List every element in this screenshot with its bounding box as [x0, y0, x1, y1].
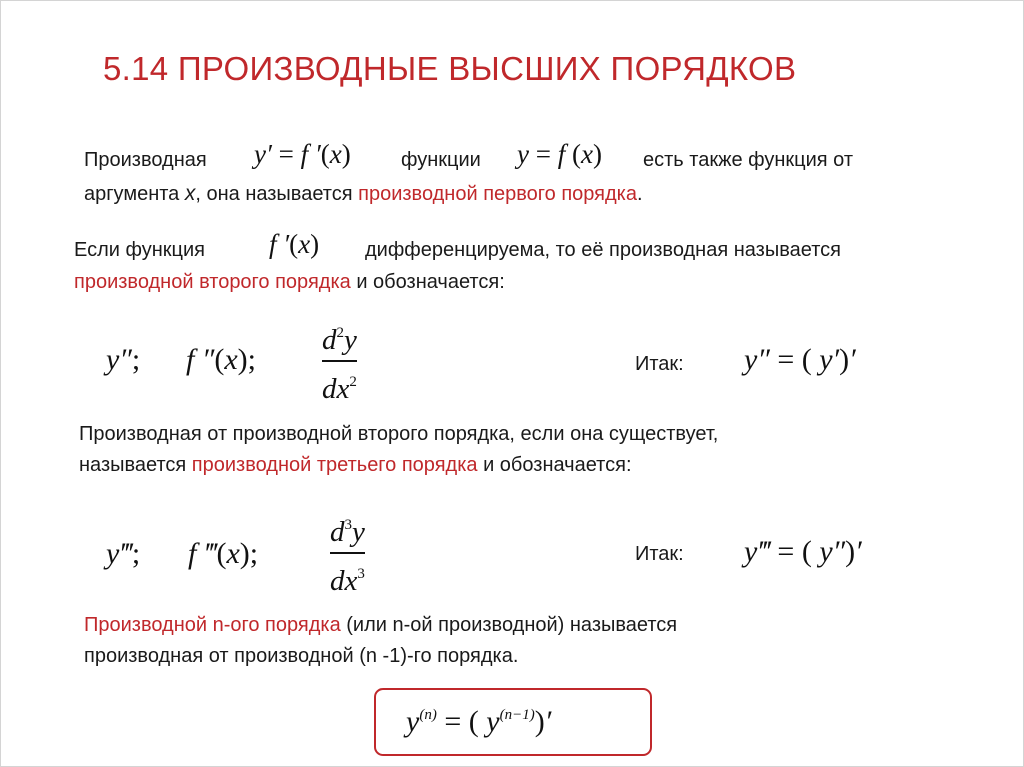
frac2-d: d	[322, 324, 337, 356]
nth-sup-n: (n)	[419, 707, 437, 723]
notation-f-triple-prime: f ‴(x);	[188, 537, 259, 570]
nth-y: y	[406, 705, 420, 738]
formula-f-prime: f ′(x)	[269, 229, 320, 259]
p2-text-notation: и обозначается:	[350, 271, 505, 293]
p3-line1: Производная от производной второго порядка, если она существует,	[79, 423, 719, 445]
frac3-exp-num: 3	[344, 517, 352, 533]
notation-y-double-prime: y″;	[106, 343, 141, 376]
nth-y-inner: y	[486, 705, 500, 738]
frac2-y: y	[344, 324, 357, 356]
p4-highlight-nth-order: Производной n-ого порядка	[84, 614, 341, 636]
p1-text-argument: аргумента	[84, 183, 185, 205]
p1-text-end: .	[637, 183, 643, 205]
formula-function: y = f (x)	[517, 139, 602, 169]
p1-var-x: x	[184, 182, 196, 205]
itak-label-3: Итак:	[635, 543, 684, 565]
p1-text-also: есть также функция от	[643, 149, 854, 171]
notation-d3y-dx3	[330, 508, 365, 598]
frac3-denominator	[330, 557, 365, 598]
p1-text-called: , она называется	[195, 183, 359, 205]
p2-text-start: Если функция	[74, 239, 205, 261]
frac3-y: y	[352, 516, 365, 548]
formula-second-derivative: y″ = ( y′)′	[744, 343, 856, 376]
p4-text-called: (или n-ой производной) называется	[340, 614, 678, 636]
p3-text-called: называется	[79, 454, 192, 476]
p4-line2: производная от производной (n -1)-го порядка.	[84, 645, 519, 667]
formula-nth-derivative: $y^{(n)}$ = ( $y^{(n-1)})'$	[406, 705, 552, 738]
p1-highlight-first-order: производной первого порядка	[358, 183, 637, 205]
frac3-bar	[330, 552, 365, 554]
p1-text-start: Производная	[84, 149, 207, 171]
p4-line1	[84, 611, 677, 639]
frac2-numerator	[322, 316, 357, 357]
frac2-denominator	[322, 365, 357, 406]
formula-first-derivative: y′ = f ′(x)	[254, 139, 351, 169]
p3-highlight-third-order: производной третьего порядка	[191, 454, 478, 476]
frac3-numerator	[330, 508, 365, 549]
p1-line2	[84, 180, 643, 208]
frac2-exp-num: 2	[336, 325, 344, 341]
frac2-bar	[322, 360, 357, 362]
frac2-dx: dx	[322, 373, 350, 405]
frac3-dx: dx	[330, 565, 358, 597]
p3-line2	[79, 451, 632, 479]
p3-text-notation: и обозначается:	[477, 454, 632, 476]
p2-text-differentiable: дифференцируема, то её производная называется	[365, 239, 841, 261]
frac2-exp-den: 2	[349, 374, 357, 390]
notation-y-triple-prime: y‴;	[106, 537, 141, 570]
nth-sup-n-minus-1: (n−1)	[499, 707, 535, 723]
frac3-d: d	[330, 516, 345, 548]
notation-f-double-prime: f ″(x);	[186, 343, 256, 376]
p2-highlight-second-order: производной второго порядка	[74, 271, 351, 293]
itak-label-2: Итак:	[635, 353, 684, 375]
page-title: 5.14 ПРОИЗВОДНЫЕ ВЫСШИХ ПОРЯДКОВ	[103, 50, 797, 87]
notation-d2y-dx2	[322, 316, 357, 406]
p2-line2	[74, 268, 505, 296]
frac3-exp-den: 3	[357, 566, 365, 582]
p1-text-function: функции	[401, 149, 481, 171]
formula-third-derivative: y‴ = ( y″)′	[744, 535, 862, 568]
